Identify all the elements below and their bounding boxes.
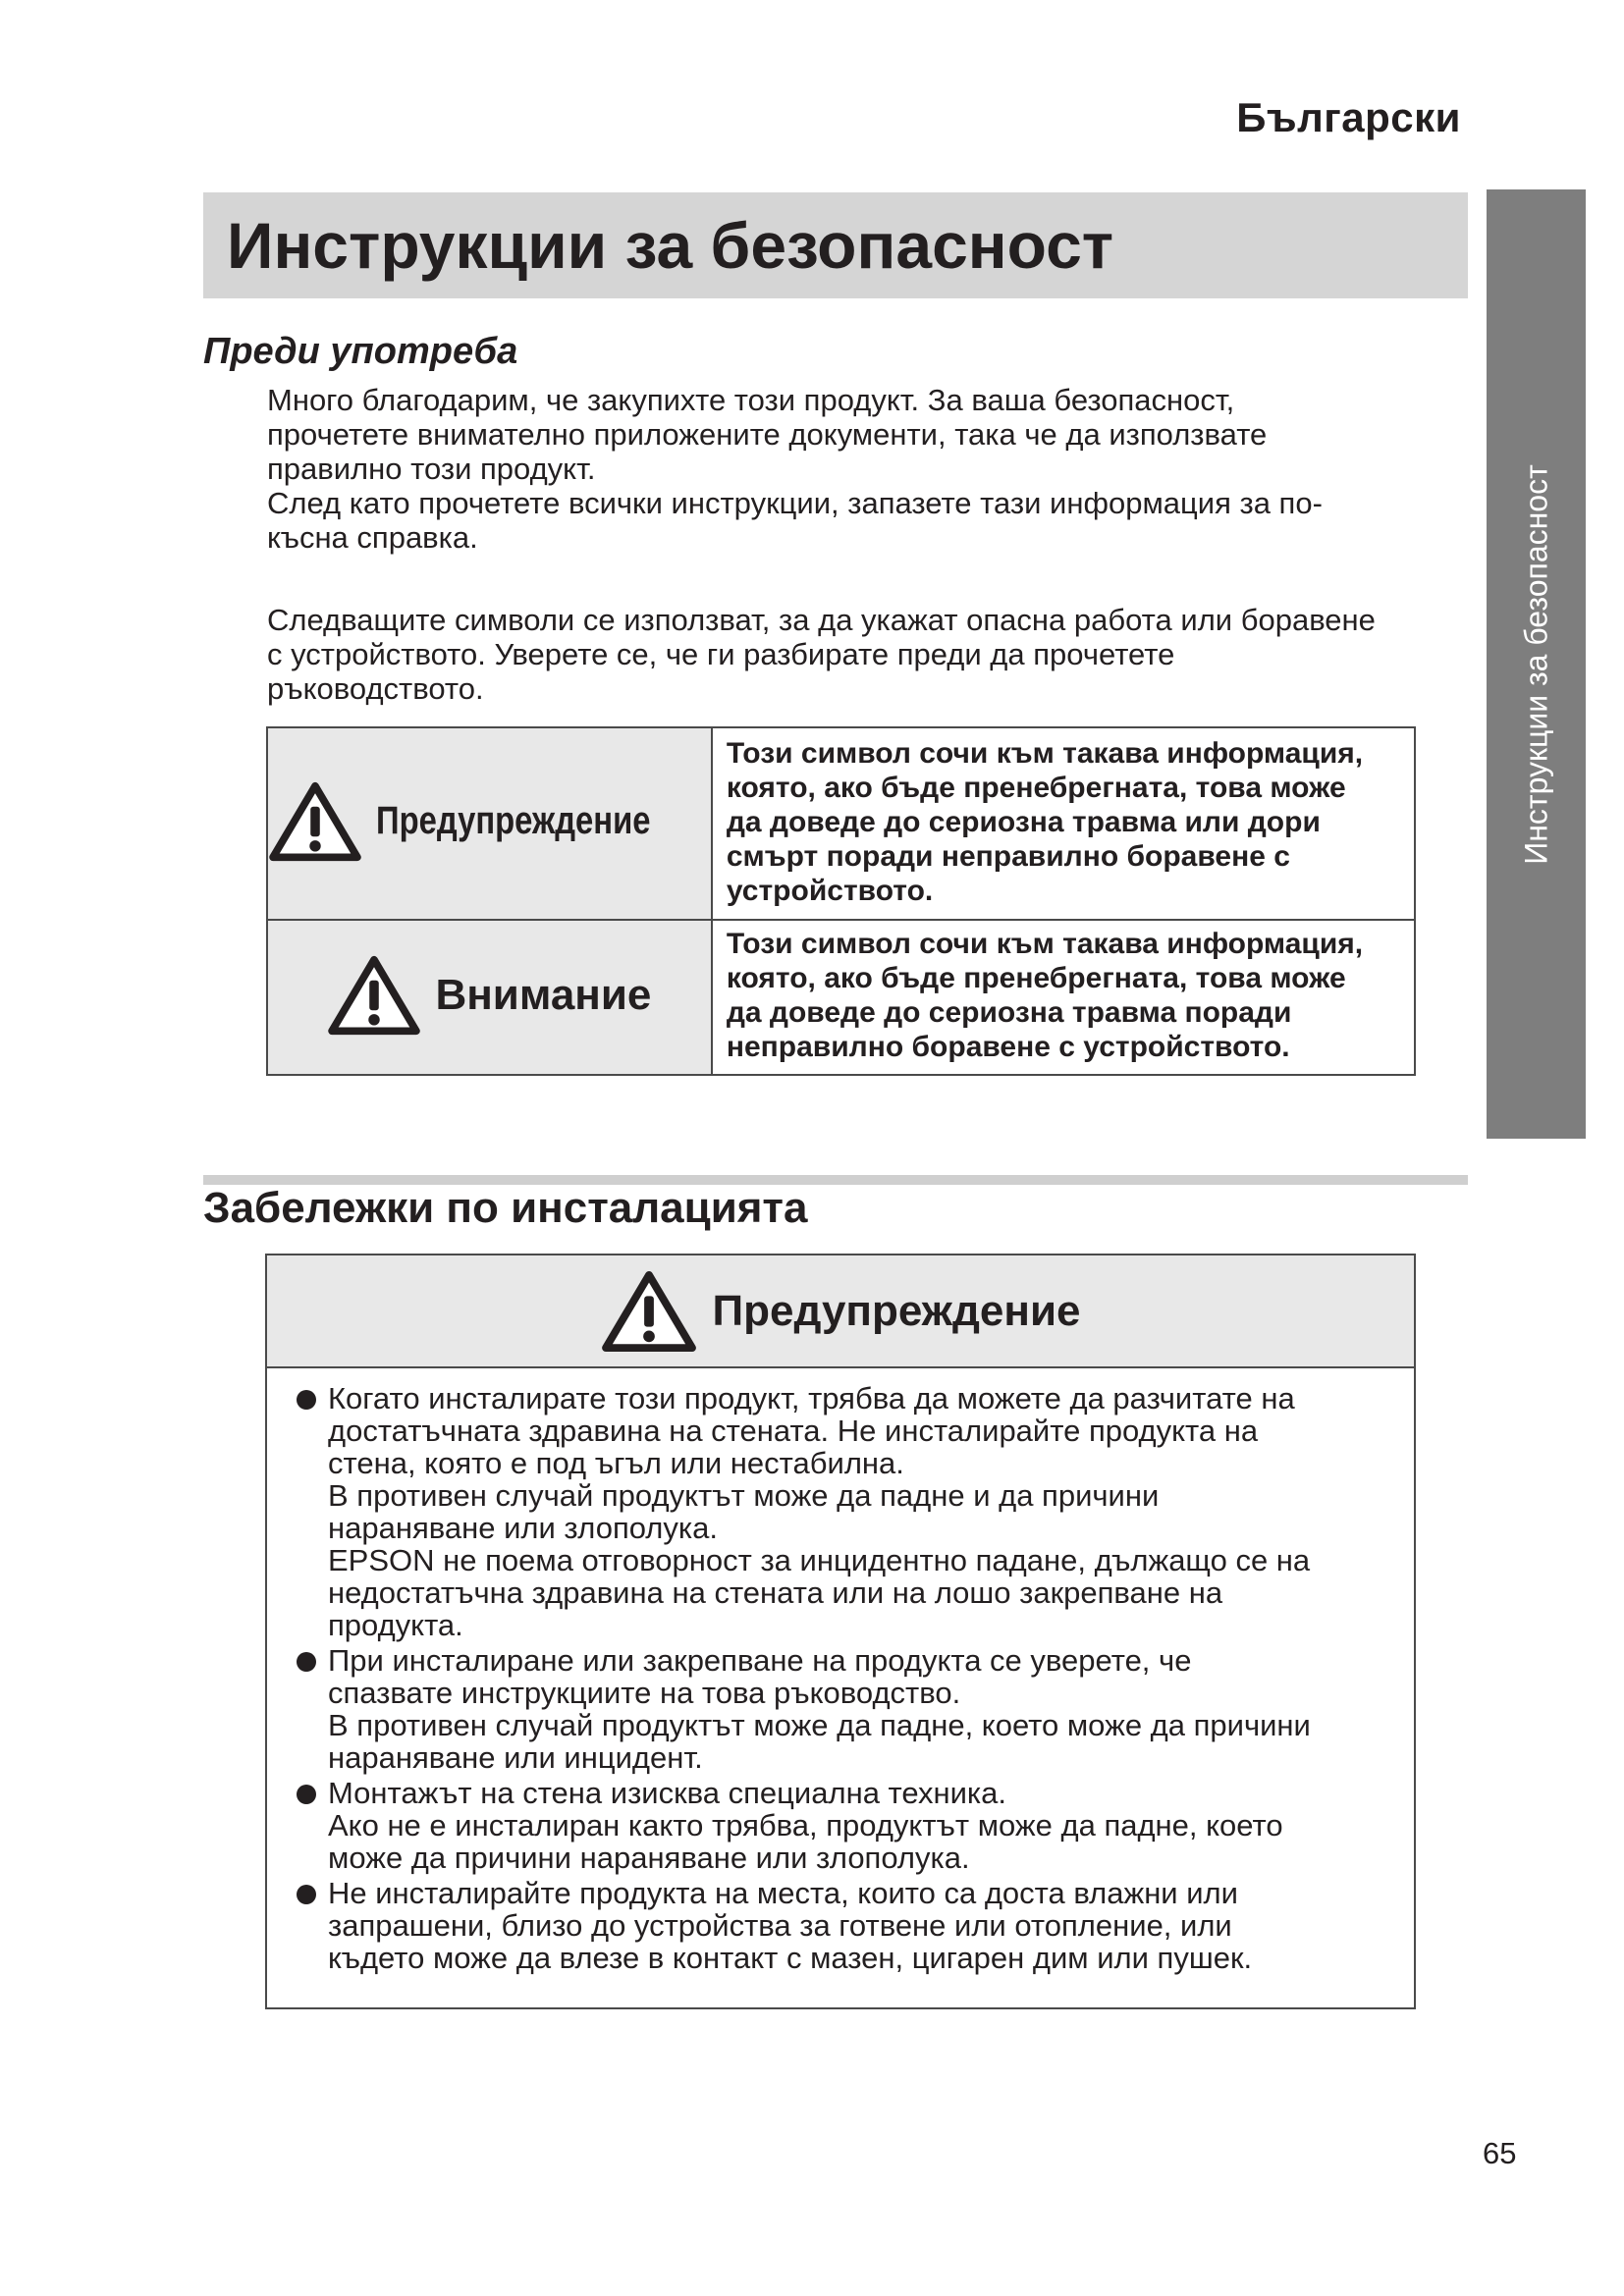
install-warning-box — [265, 1254, 1416, 2009]
intro-paragraph-2 — [267, 603, 1485, 706]
text-line: Не инсталирайте продукта на места, които са доста влажни или — [328, 1876, 1238, 1910]
symbol-row-caution — [267, 920, 1415, 1075]
text-line: В противен случай продуктът може да падне, което може да причини — [328, 1708, 1311, 1742]
text-line: Ако не е инсталиран както трябва, продуктът може да падне, което — [328, 1808, 1283, 1842]
text-line: Много благодарим, че закупихте този продукт. За ваша безопасност, — [267, 383, 1235, 417]
text-line: запрашени, близо до устройства за готвене или отопление, или — [328, 1908, 1232, 1943]
text-line: достатъчната здравина на стената. Не инсталирайте продукта на — [328, 1414, 1259, 1448]
text-line: да доведе до сериозна травма или дори — [726, 805, 1321, 838]
text-line: В противен случай продуктът може да падне и да причини — [328, 1478, 1160, 1513]
text-line: продукта. — [328, 1608, 463, 1642]
text-line: Когато инсталирате този продукт, трябва да можете да разчитате на — [328, 1381, 1295, 1415]
text-line: EPSON не поема отговорност за инцидентно падане, дължащо се на — [328, 1543, 1311, 1577]
bullet-icon — [297, 1785, 316, 1804]
text-line: нараняване или злополука. — [328, 1511, 718, 1545]
text-line: стена, която е под ъгъл или нестабилна. — [328, 1446, 904, 1480]
bullet-icon — [297, 1390, 316, 1410]
intro-paragraph-1 — [267, 383, 1485, 555]
symbol-description — [712, 727, 1415, 920]
text-line: може да причини нараняване или злополука. — [328, 1841, 970, 1875]
warning-box-label: Предупреждение — [712, 1286, 1081, 1335]
symbol-label: Внимание — [435, 970, 652, 1019]
install-warning-list — [267, 1368, 1414, 1974]
symbol-cell — [267, 920, 712, 1075]
symbol-row-warning — [267, 727, 1415, 920]
title-band — [203, 192, 1468, 298]
warning-box-header — [267, 1255, 1414, 1368]
install-heading: Забележки по инсталацията — [203, 1184, 808, 1232]
symbols-table — [266, 726, 1416, 1076]
warning-triangle-icon — [268, 780, 362, 863]
text-line: Следващите символи се използват, за да укажат опасна работа или боравене — [267, 603, 1376, 637]
intro-heading: Преди употреба — [203, 331, 518, 372]
side-tab-label: Инструкции за безопасност — [1518, 463, 1553, 865]
text-line: късна справка. — [267, 520, 478, 555]
text-line: която, ако бъде пренебрегната, това може — [726, 962, 1346, 994]
text-line: смърт поради неправилно боравене с — [726, 839, 1290, 873]
text-line: Монтажът на стена изисква специална техника. — [328, 1776, 1006, 1810]
text-line: където може да влезе в контакт с мазен, цигарен дим или пушек. — [328, 1941, 1253, 1975]
text-line: която, ако бъде пренебрегната, това може — [726, 771, 1346, 804]
list-item — [297, 1644, 1414, 1774]
list-item — [297, 1382, 1414, 1641]
text-line: Този символ сочи към такава информация, — [726, 928, 1364, 960]
text-line: Този символ сочи към такава информация, — [726, 736, 1364, 770]
symbol-cell — [267, 727, 712, 920]
page-number: 65 — [1483, 2136, 1517, 2170]
text-line: правилно този продукт. — [267, 452, 596, 486]
language-label: Български — [1236, 94, 1461, 140]
symbol-description — [712, 920, 1415, 1075]
list-item — [297, 1777, 1414, 1874]
warning-triangle-icon — [327, 954, 421, 1037]
text-line: неправилно боравене с устройството. — [726, 1031, 1290, 1063]
text-line: да доведе до сериозна травма поради — [726, 996, 1292, 1029]
text-line: След като прочетете всички инструкции, запазете тази информация за по- — [267, 486, 1323, 520]
text-line: недостатъчна здравина на стената или на лошо закрепване на — [328, 1575, 1223, 1610]
warning-triangle-icon — [601, 1269, 697, 1354]
bullet-icon — [297, 1652, 316, 1672]
side-tab — [1487, 189, 1586, 1139]
text-line: нараняване или инцидент. — [328, 1740, 703, 1775]
text-line: с устройството. Уверете се, че ги разбирате преди да прочетете — [267, 637, 1175, 671]
text-line: спазвате инструкциите на това ръководство. — [328, 1676, 961, 1710]
text-line: ръководството. — [267, 671, 484, 706]
text-line: При инсталиране или закрепване на продукта се уверете, че — [328, 1643, 1192, 1678]
text-line: прочетете внимателно приложените документи, така че да използвате — [267, 417, 1268, 452]
page-title: Инструкции за безопасност — [227, 209, 1114, 282]
text-line: устройството. — [726, 874, 934, 907]
symbol-label: Предупреждение — [376, 799, 651, 842]
bullet-icon — [297, 1885, 316, 1904]
list-item — [297, 1877, 1414, 1974]
